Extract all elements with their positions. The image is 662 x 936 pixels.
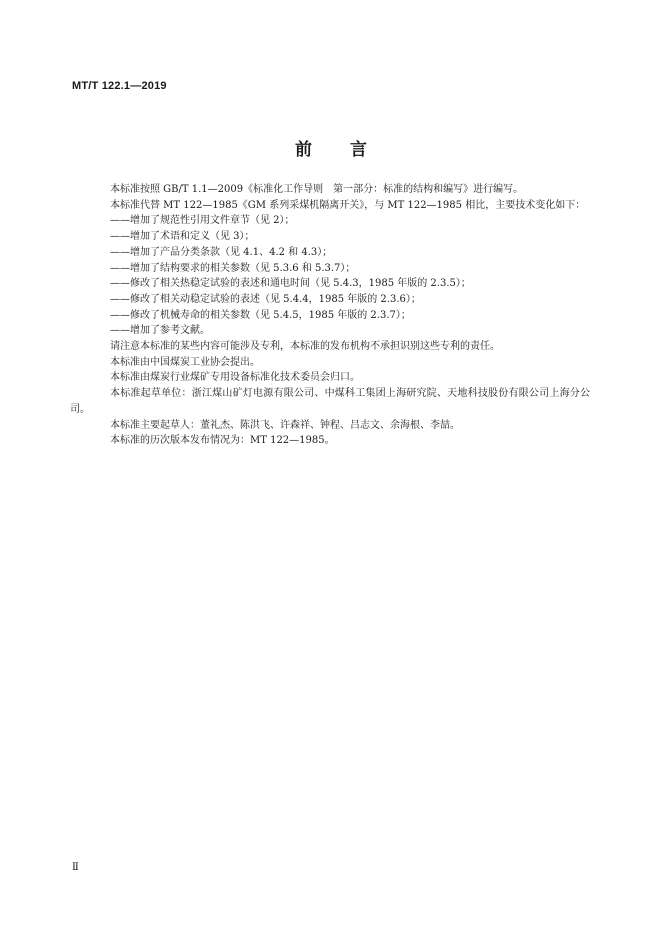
paragraph-committee: 本标准由煤炭行业煤矿专用设备标准化技术委员会归口。	[110, 372, 360, 384]
list-item: ——修改了相关热稳定试验的表述和通电时间（见 5.4.3，1985 年版的 2.3.5）；	[110, 278, 471, 290]
paragraph-patent-notice: 请注意本标准的某些内容可能涉及专利，本标准的发布机构不承担识别这些专利的责任。	[110, 341, 500, 353]
document-number: MT/T 122.1—2019	[72, 80, 167, 92]
list-item: ——增加了产品分类条款（见 4.1、4.2 和 4.3）；	[110, 246, 333, 258]
list-item: ——增加了结构要求的相关参数（见 5.3.6 和 5.3.7）；	[110, 262, 356, 274]
foreword-body	[70, 182, 590, 449]
paragraph-drafting-basis: 本标准按照 GB/T 1.1—2009《标准化工作导则 第一部分：标准的结构和编写》进行编写。	[110, 184, 524, 195]
paragraph-drafters: 本标准主要起草人：董礼杰、陈洪飞、许森祥、钟程、吕志文、余海根、李喆。	[110, 419, 460, 431]
list-item: ——修改了相关动稳定试验的表述（见 5.4.4，1985 年版的 2.3.6）；	[110, 293, 421, 305]
list-item: ——增加了术语和定义（见 3）；	[110, 231, 255, 243]
list-item: ——修改了机械寿命的相关参数（见 5.4.5，1985 年版的 2.3.7）；	[110, 309, 411, 321]
page-number: Ⅱ	[72, 862, 79, 873]
changes-list	[90, 213, 590, 339]
paragraph-replacement: 本标准代替 MT 122—1985《GM 系列采煤机隔离开关》，与 MT 122—1985 相比，主要技术变化如下：	[110, 199, 586, 211]
page-title: 前言	[295, 140, 405, 160]
list-item: ——增加了参考文献。	[110, 325, 210, 337]
paragraph-version-history: 本标准的历次版本发布情况为：MT 122—1985。	[110, 435, 335, 447]
paragraph-drafting-units: 本标准起草单位：浙江煤山矿灯电源有限公司、中煤科工集团上海研究院、天地科技股份有限公司上海分公司。	[70, 388, 590, 415]
list-item: ——增加了规范性引用文件章节（见 2）；	[110, 215, 295, 227]
paragraph-proposer: 本标准由中国煤炭工业协会提出。	[110, 356, 260, 368]
